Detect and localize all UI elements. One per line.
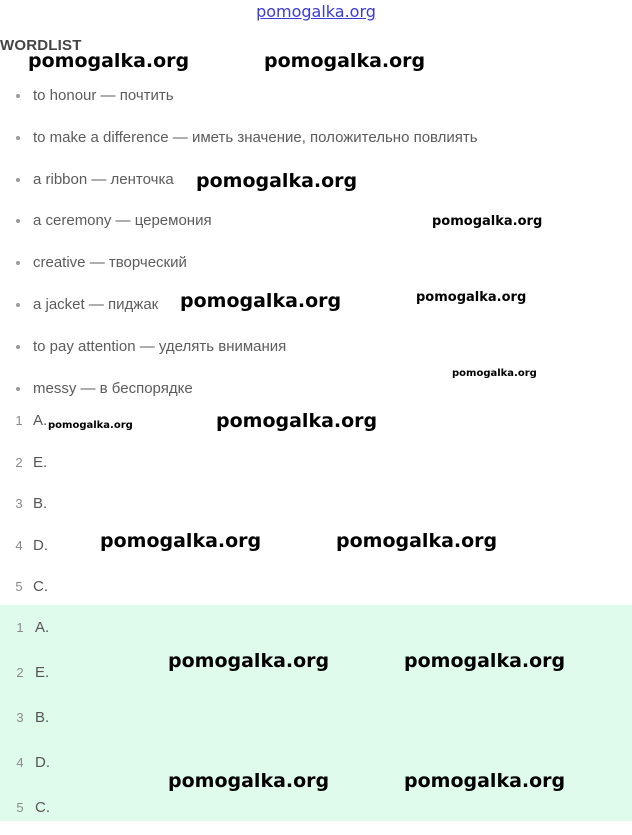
- answer-row: [0, 610, 632, 655]
- watermark: pomogalka.org: [404, 770, 566, 792]
- answer-number: 2: [15, 454, 23, 470]
- answer-number: 4: [15, 537, 23, 553]
- word-entry: to honour — почтить: [33, 87, 174, 104]
- watermark: pomogalka.org: [432, 214, 543, 229]
- list-item: [0, 326, 632, 368]
- bullet-icon: [16, 178, 20, 182]
- watermark: pomogalka.org: [452, 368, 537, 379]
- answer-value: C.: [35, 799, 50, 816]
- word-entry: a ceremony — церемония: [33, 212, 212, 230]
- wordlist: [0, 75, 632, 409]
- bullet-icon: [16, 261, 20, 265]
- answer-value: C.: [33, 578, 48, 596]
- answer-row: [0, 525, 632, 567]
- answer-row: [0, 442, 632, 484]
- word-entry: to make a difference — иметь значение, положительно повлиять: [33, 128, 478, 146]
- answer-value: E.: [33, 453, 48, 471]
- bullet-icon: [16, 219, 20, 223]
- bullet-icon: [16, 387, 20, 391]
- bullet-icon: [16, 94, 20, 98]
- watermark: pomogalka.org: [168, 650, 330, 672]
- watermark: pomogalka.org: [48, 420, 133, 431]
- answer-value: D.: [35, 754, 50, 771]
- answer-value: E.: [35, 664, 50, 681]
- bullet-icon: [16, 136, 20, 140]
- answer-value: A.: [35, 619, 50, 636]
- watermark: pomogalka.org: [216, 410, 378, 432]
- answer-number: 3: [16, 710, 24, 725]
- list-item: [0, 75, 632, 117]
- watermark: pomogalka.org: [100, 530, 262, 552]
- word-entry: to pay attention — уделять внимания: [33, 337, 287, 355]
- list-item: [0, 242, 632, 284]
- watermark: pomogalka.org: [168, 770, 330, 792]
- answer-value: A.: [33, 412, 48, 429]
- word-entry: creative — творческий: [33, 254, 187, 272]
- watermark: pomogalka.org: [196, 170, 358, 192]
- word-entry: messy — в беспорядке: [33, 379, 193, 397]
- bullet-icon: [16, 345, 20, 349]
- word-entry: a ribbon — ленточка: [33, 170, 174, 188]
- word-entry: a jacket — пиджак: [33, 295, 159, 313]
- answer-number: 4: [16, 755, 24, 770]
- watermark: pomogalka.org: [336, 530, 498, 552]
- list-item: [0, 117, 632, 159]
- answer-number: 5: [16, 800, 24, 815]
- answer-number: 5: [15, 579, 23, 595]
- site-header-link[interactable]: pomogalka.org: [256, 2, 376, 21]
- answer-row: [0, 790, 632, 835]
- answer-value: B.: [35, 709, 50, 726]
- watermark: pomogalka.org: [180, 290, 342, 312]
- bullet-icon: [16, 303, 20, 307]
- answer-row: [0, 483, 632, 525]
- answer-number: 3: [15, 496, 23, 512]
- watermark: pomogalka.org: [404, 650, 566, 672]
- answer-row: [0, 700, 632, 745]
- answer-number: 1: [15, 413, 23, 428]
- wordlist-heading: WORDLIST: [0, 37, 82, 54]
- watermark: pomogalka.org: [264, 50, 426, 72]
- answer-value: D.: [33, 536, 48, 554]
- watermark: pomogalka.org: [28, 50, 190, 72]
- answer-row: [0, 566, 632, 608]
- answer-number: 2: [16, 665, 24, 680]
- answer-value: B.: [33, 495, 48, 513]
- watermark: pomogalka.org: [416, 290, 527, 305]
- answer-number: 1: [16, 620, 24, 635]
